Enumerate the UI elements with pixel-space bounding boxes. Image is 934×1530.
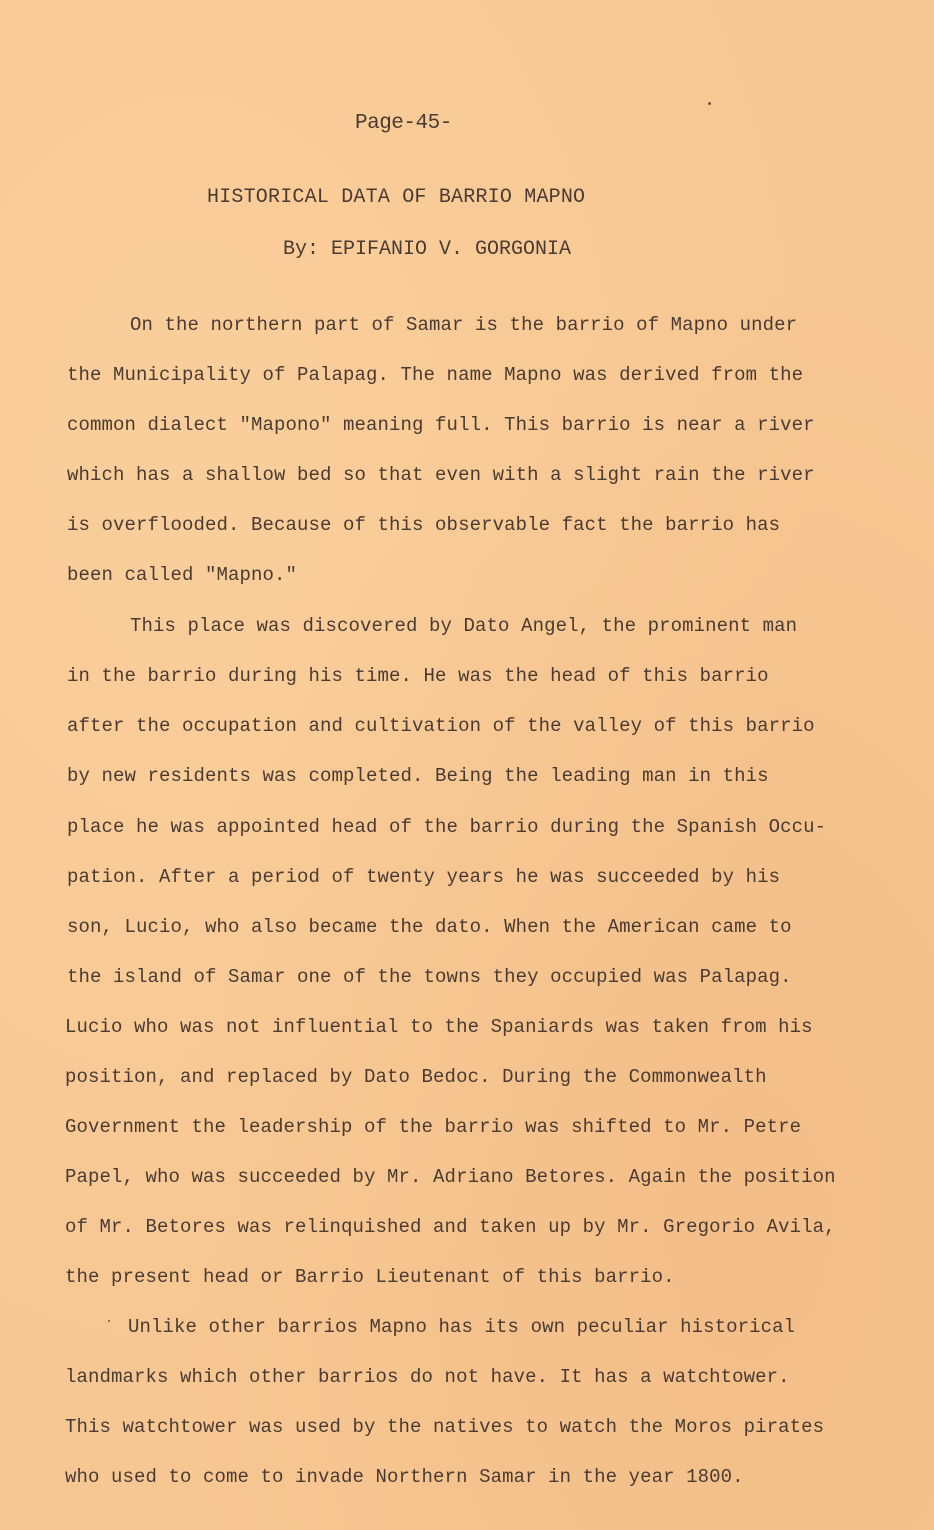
text-line: Government the leadership of the barrio was shifted to Mr. Petre xyxy=(65,1116,802,1138)
text-line: of Mr. Betores was relinquished and taken up by Mr. Gregorio Avila, xyxy=(65,1216,836,1238)
author-byline: By: EPIFANIO V. GORGONIA xyxy=(283,238,572,261)
text-line: the Municipality of Palapag. The name Mapno was derived from the xyxy=(67,364,804,386)
text-line: This watchtower was used by the natives to watch the Moros pirates xyxy=(65,1416,825,1438)
text-line: Unlike other barrios Mapno has its own peculiar historical xyxy=(128,1316,796,1338)
ink-speck xyxy=(708,102,711,105)
text-line: who used to come to invade Northern Samar in the year 1800. xyxy=(65,1466,744,1488)
page-number: Page-45- xyxy=(355,112,452,135)
text-line: Papel, who was succeeded by Mr. Adriano Betores. Again the position xyxy=(65,1166,836,1188)
text-line: by new residents was completed. Being the leading man in this xyxy=(67,765,769,787)
text-line: place he was appointed head of the barrio during the Spanish Occu- xyxy=(67,816,827,838)
text-line: the present head or Barrio Lieutenant of this barrio. xyxy=(65,1266,675,1288)
text-line: This place was discovered by Dato Angel, the prominent man xyxy=(130,615,798,637)
text-line: Lucio who was not influential to the Spaniards was taken from his xyxy=(65,1016,813,1038)
text-line: landmarks which other barrios do not have. It has a watchtower. xyxy=(65,1366,790,1388)
ink-speck xyxy=(108,1320,110,1322)
text-line: pation. After a period of twenty years he was succeeded by his xyxy=(67,866,781,888)
document-title: HISTORICAL DATA OF BARRIO MAPNO xyxy=(207,186,586,209)
text-line: after the occupation and cultivation of the valley of this barrio xyxy=(67,715,815,737)
text-line: the island of Samar one of the towns they occupied was Palapag. xyxy=(67,966,792,988)
text-line: which has a shallow bed so that even with a slight rain the river xyxy=(67,464,815,486)
text-line: been called "Mapno." xyxy=(67,564,298,586)
text-line: On the northern part of Samar is the barrio of Mapno under xyxy=(130,314,798,336)
text-line: common dialect "Mapono" meaning full. This barrio is near a river xyxy=(67,414,815,436)
text-line: is overflooded. Because of this observable fact the barrio has xyxy=(67,514,781,536)
text-line: son, Lucio, who also became the dato. When the American came to xyxy=(67,916,792,938)
text-line: in the barrio during his time. He was the head of this barrio xyxy=(67,665,769,687)
text-line: position, and replaced by Dato Bedoc. During the Commonwealth xyxy=(65,1066,767,1088)
